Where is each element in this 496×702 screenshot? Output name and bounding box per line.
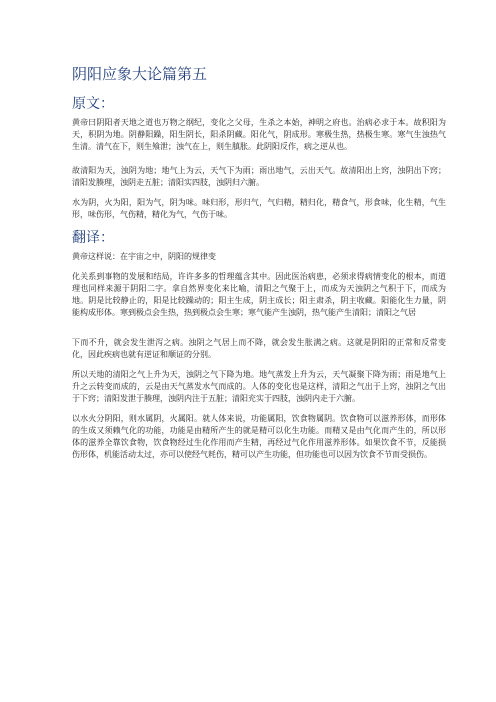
translation-paragraph-3: 下而不升，就会发生泄泻之病。浊阴之气居上而不降，就会发生胀满之病。这就是阴阳的正常和反常变化，因此疾病也就有逆证和顺证的分别。 [72, 338, 446, 359]
translation-heading: 翻译： [72, 230, 114, 246]
page-title: 阴阳应象大论篇第五 [72, 65, 208, 83]
translation-paragraph-5: 以水火分阴阳，则水属阴，火属阳。就人体来说，功能属阳，饮食物属阴。饮食物可以滋养形体，而形体的生成又须赖气化的功能，功能是由精所产生的就是精可以化生功能。而精又是由气化而产生的，所以形体的滋养全靠饮食物，饮食物经过生化作用而产生精，再经过气化作用滋养形体。如果饮食不节，反能损伤形体，机能活动太过，亦可以使经气耗伤，精可以产生功能，但功能也可以因为饮食不节而受损伤。 [72, 414, 446, 459]
original-paragraph-3: 水为阴，火为阳，阳为气，阴为味。味归形，形归气，气归精，精归化，精食气，形食味，化生精，气生形，味伤形，气伤精，精化为气，气伤于味。 [72, 198, 446, 219]
translation-paragraph-4: 所以天地的清阳之气上升为天，浊阴之气下降为地。地气蒸发上升为云，天气凝聚下降为雨；雨是地气上升之云转变而成的，云是由天气蒸发水气而成的。人体的变化也是这样，清阳之气出于上窍，浊阴之气出于下窍；清阳发泄于腠理，浊阴内注于五脏；清阳充实于四肢，浊阴内走于六腑。 [72, 370, 446, 403]
translation-paragraph-1: 黄帝这样说：在宇宙之中，阴阳的规律变 [72, 252, 216, 261]
original-paragraph-2: 故清阳为天，浊阴为地；地气上为云，天气下为雨；雨出地气，云出天气。故清阳出上窍，浊阴出下窍；清阳发腠理，浊阴走五脏；清阳实四肢，浊阴归六腑。 [72, 166, 446, 187]
original-paragraph-1: 黄帝曰阴阳者天地之道也万物之纲纪，变化之父母，生杀之本始，神明之府也。治病必求于本。故积阳为天，积阴为地。阴静阳躁，阳生阴长，阳杀阴藏。阳化气，阴成形。寒极生热，热极生寒。寒气生浊热气生清。清气在下，则生飧泄；浊气在上，则生䐜胀。此阴阳反作，病之逆从也。 [72, 118, 446, 151]
original-heading: 原文： [72, 96, 114, 112]
translation-paragraph-2: 化关系到事物的发展和结局，许许多多的哲理蕴含其中。因此医治病患，必须求得病情变化的根本，而道理也同样来源于阴阳二字。拿自然界变化来比喻，清阳之气聚于上，而成为天浊阴之气积于下，而成为地。阴是比较静止的，阳是比较躁动的；阳主生成，阴主成长；阳主肃杀，阴主收藏。阳能化生力量，阴能构成形体。寒到极点会生热，热到极点会生寒；寒气能产生浊阴，热气能产生清阳；清阳之气居 [72, 272, 446, 317]
